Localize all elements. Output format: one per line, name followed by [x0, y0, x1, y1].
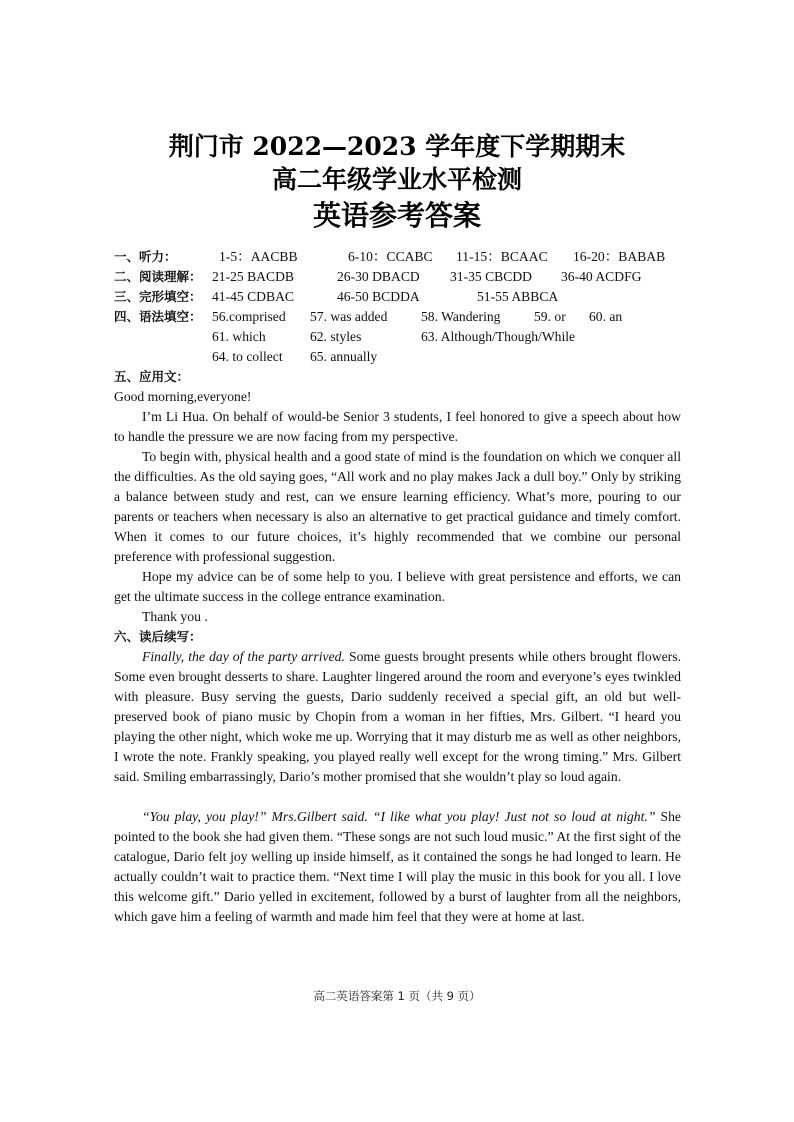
- writing-paragraph: To begin with, physical health and a good state of mind is the foundation on which we conquer all the difficulties. As the old saying goes, “All work and no play makes Jack a dull boy.” Only by striking a balance between study and rest, can we ensure learning efficiency. What’s more, pouring to our parents or teachers when necessary is also an alternative to get practical guidance and timely comfort. When it comes to our future choices, it’s highly recommended that we combine our personal preference with professional suggestion.: [114, 449, 681, 564]
- cloze-answer: 41-45 CDBAC: [212, 289, 294, 304]
- grammar-answer: 62. styles: [310, 329, 362, 344]
- grammar-answer: 64. to collect: [212, 349, 283, 364]
- grammar-row-3: [114, 347, 694, 367]
- cloze-row: [114, 287, 694, 307]
- reading-answer: 26-30 DBACD: [337, 269, 420, 284]
- reading-label: 二、阅读理解：: [114, 269, 202, 284]
- grammar-answer: 58. Wandering: [421, 309, 501, 324]
- listening-row: [114, 247, 694, 267]
- cloze-answer: 51-55 ABBCA: [477, 289, 559, 304]
- grammar-row-2: [114, 327, 694, 347]
- grammar-answer: 60. an: [589, 309, 623, 324]
- cloze-answer: 46-50 BCDDA: [337, 289, 420, 304]
- grammar-label: 四、语法填空：: [114, 309, 202, 324]
- grammar-answer: 61. which: [212, 329, 266, 344]
- continuation-label: 六、读后续写：: [114, 629, 202, 644]
- continuation-paragraph-2: [114, 807, 681, 927]
- continuation-body: Some guests brought presents while others brought flowers. Some even brought desserts to share. Laughter lingered around the room and everyone’s eyes twinkled with pleasure. Busy serving the guests, Dario suddenly received a special gift, an old but well-preserved book of piano music by Chopin from a woman in her fifties, Mrs. Gilbert. “I heard you playing the other night, which woke me up. Worrying that it may disturb me as well as other neighbors, I wrote the note. Frankly speaking, you played really well except for the wrong timing.” Mrs. Gilbert said. Smiling embarrassingly, Dario’s mother promised that she wouldn’t play so loud again.: [114, 649, 681, 784]
- continuation-lead-sentence: Finally, the day of the party arrived.: [142, 649, 345, 664]
- listening-answer: 1-5：AACBB: [219, 249, 298, 264]
- grammar-answer: 65. annually: [310, 349, 378, 364]
- listening-label: 一、听力：: [114, 249, 177, 264]
- exam-title-line-3: 英语参考答案: [312, 199, 481, 232]
- exam-title-line-2: 高二年级学业水平检测: [271, 165, 522, 194]
- grammar-answer: 57. was added: [310, 309, 388, 324]
- writing-paragraph: Hope my advice can be of some help to you. I believe with great persistence and efforts, we can get the ultimate success in the college entrance examination.: [114, 569, 681, 604]
- continuation-body: She pointed to the book she had given them. “These songs are not such loud music.” At the first sight of the catalogue, Dario felt joy welling up inside himself, as it contained the songs he had longed to learn. He actually couldn’t wait to practice them. “Next time I will play the music in this book for you all. I love this welcome gift.” Dario yelled in excitement, followed by a burst of laughter from all the neighbors, which gave him a feeling of warmth and made him feel that they were at home at last.: [114, 809, 681, 924]
- writing-closing: Thank you .: [142, 609, 208, 624]
- continuation-lead-sentence: “You play, you play!” Mrs.Gilbert said. “I like what you play! Just not so loud at night.”: [142, 809, 656, 824]
- writing-greeting: Good morning,everyone!: [114, 389, 252, 404]
- continuation-paragraph-1: [114, 647, 681, 787]
- grammar-row-1: [114, 307, 694, 327]
- grammar-answer: 56.comprised: [212, 309, 286, 324]
- reading-answer: 36-40 ACDFG: [561, 269, 642, 284]
- cloze-label: 三、完形填空：: [114, 289, 202, 304]
- page-footer: 高二英语答案第 1 页（共 9 页）: [313, 989, 481, 1003]
- reading-answer: 31-35 CBCDD: [450, 269, 532, 284]
- grammar-answer: 59. or: [534, 309, 566, 324]
- listening-answer: 6-10：CCABC: [348, 249, 433, 264]
- listening-answer: 16-20：BABAB: [573, 249, 666, 264]
- reading-answer: 21-25 BACDB: [212, 269, 294, 284]
- reading-row: [114, 267, 694, 287]
- exam-title-line-1: 荆门市 2022—2023 学年度下学期期末: [168, 132, 626, 161]
- listening-answer: 11-15：BCAAC: [456, 249, 548, 264]
- grammar-answer: 63. Although/Though/While: [421, 329, 576, 344]
- writing-paragraph: I’m Li Hua. On behalf of would-be Senior 3 students, I feel honored to give a speech about how to handle the pressure we are now facing from my perspective.: [114, 409, 681, 444]
- writing-label: 五、应用文：: [114, 369, 190, 384]
